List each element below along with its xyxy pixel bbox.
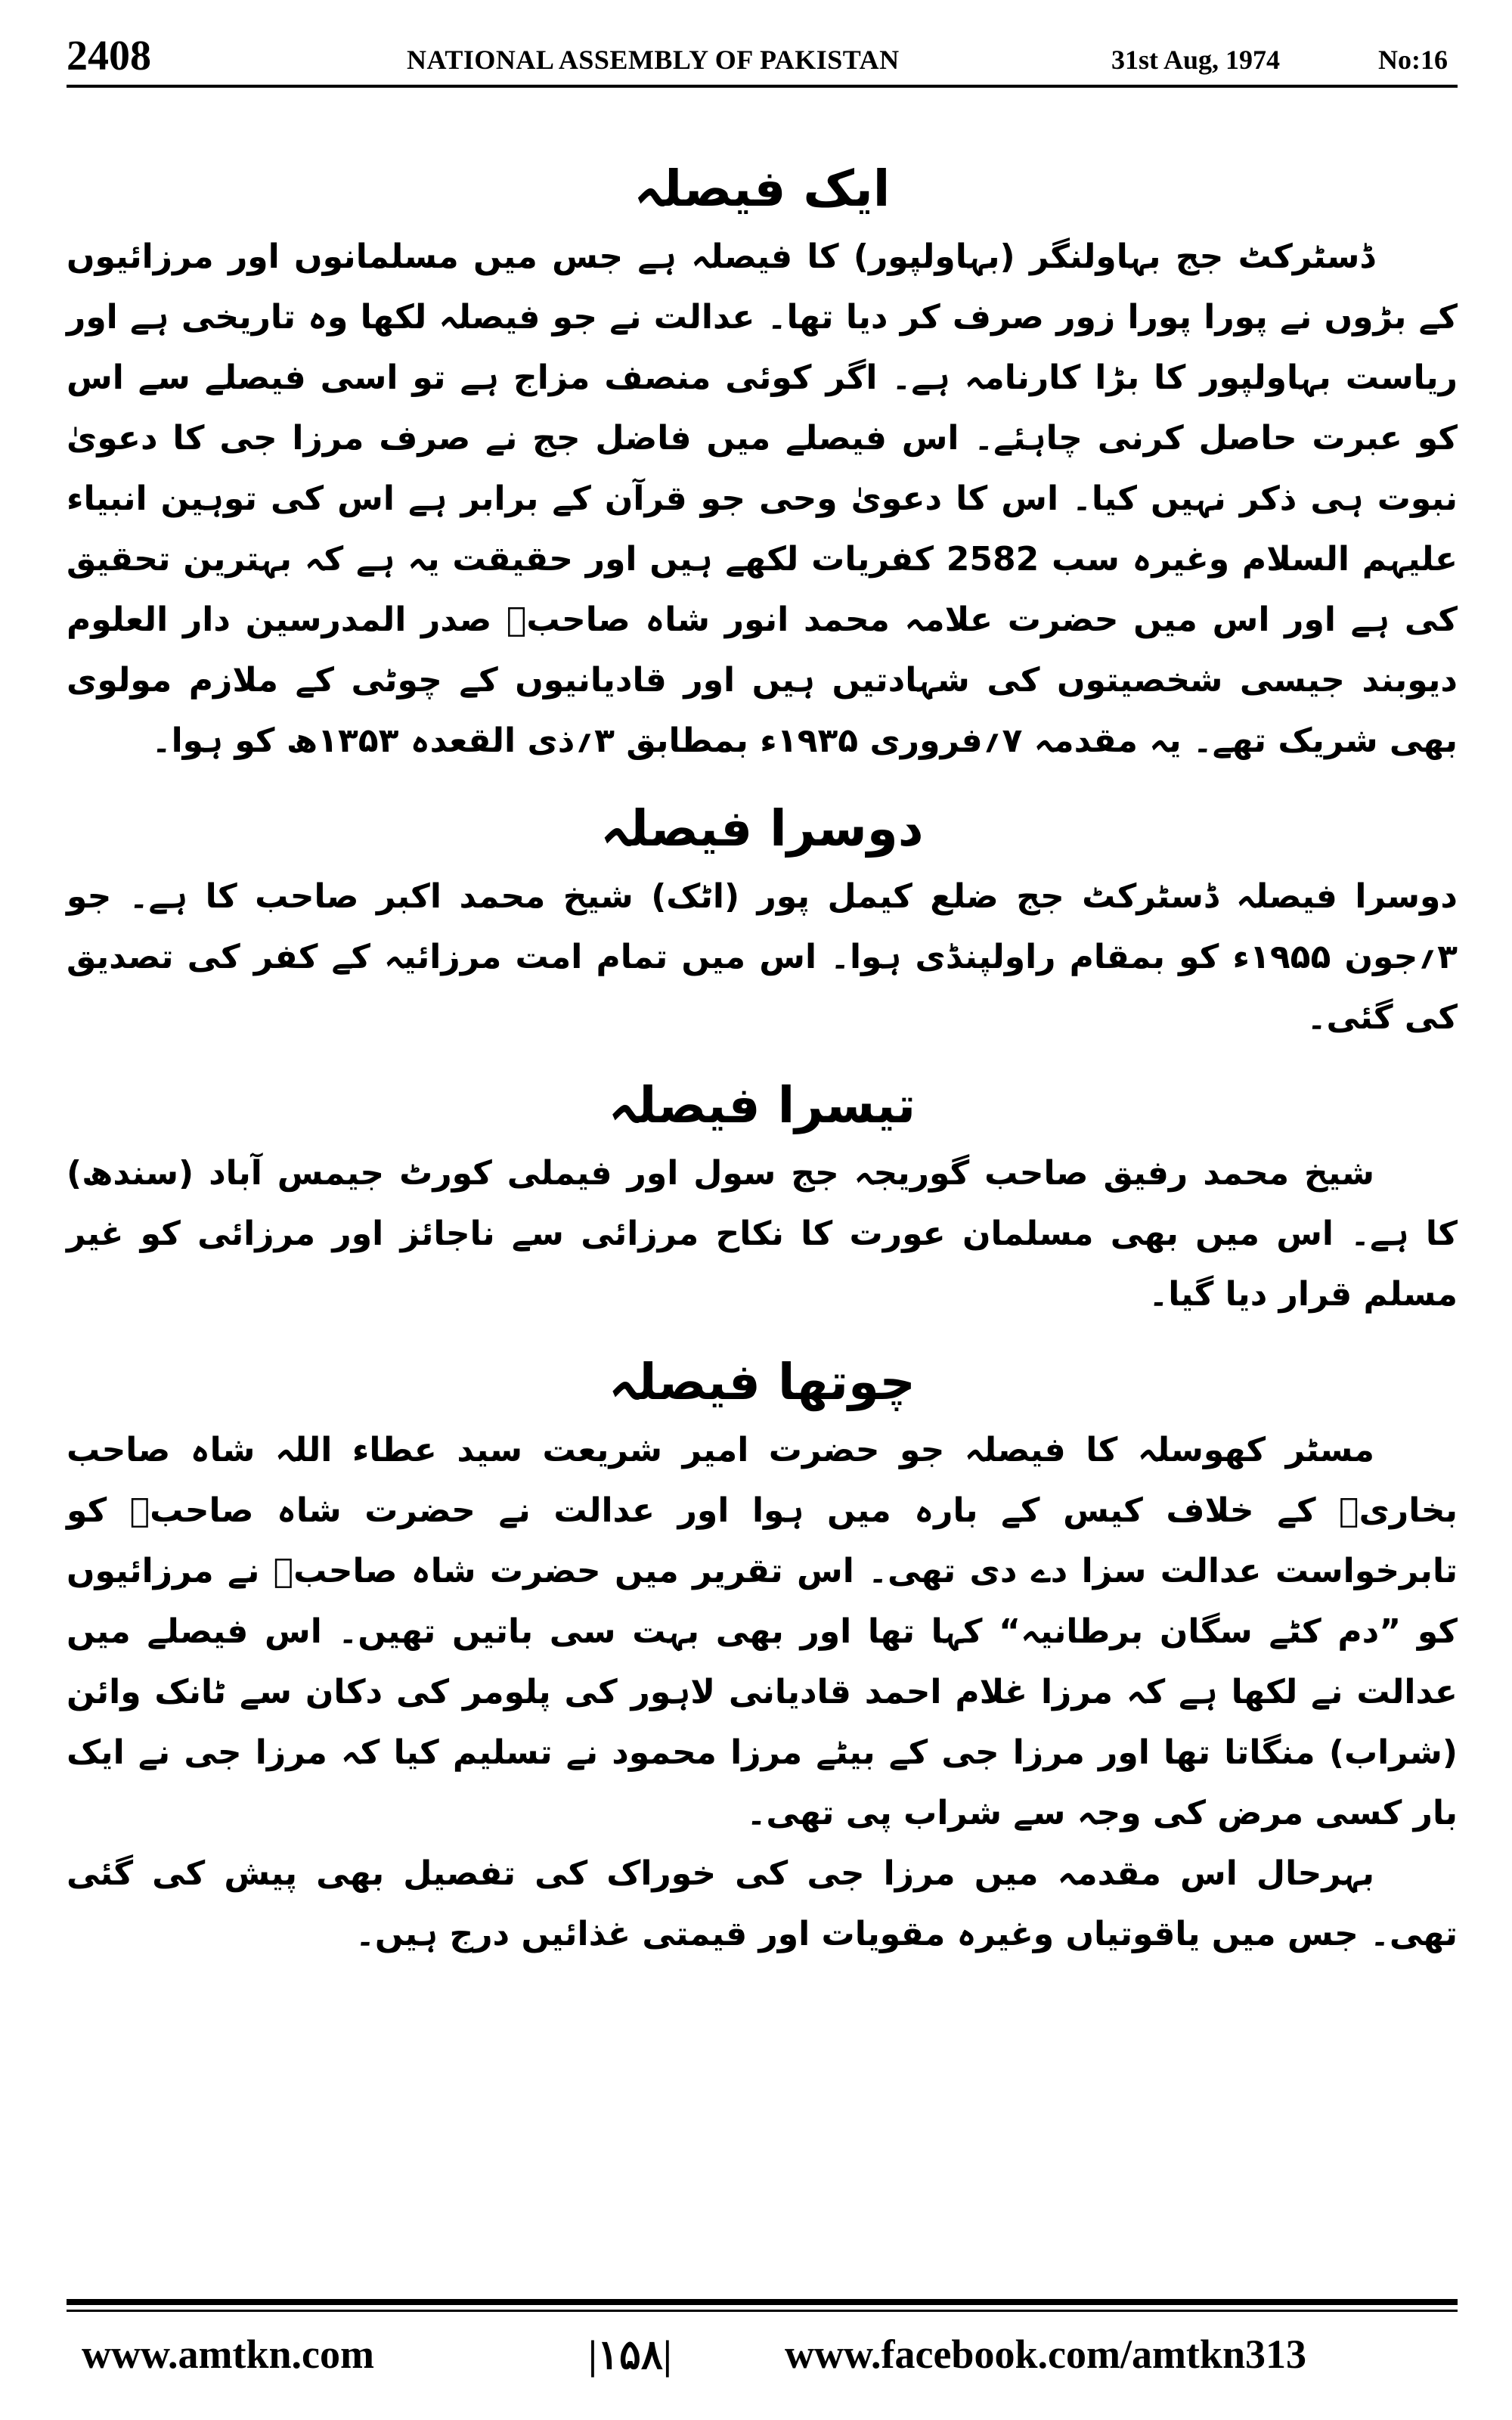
paragraph: دوسرا فیصلہ ڈسٹرکٹ جج ضلع کیمل پور (اٹک) شیخ محمد اکبر صاحب کا ہے۔ جو ۳؍جون ۱۹۵۵ء کو بمقام راولپنڈی ہوا۔ اس میں تمام امت مرزائیہ کے کفر کی تصدیق کی گئی۔ [67,877,1458,1037]
header-page-number: 2408 [67,33,151,79]
footer-page-number: |۱۵۸| [588,2332,672,2378]
footer-divider-thin [67,2310,1458,2312]
footer-facebook-link[interactable]: www.facebook.com/amtkn313 [785,2332,1306,2377]
paragraph: بہرحال اس مقدمہ میں مرزا جی کی خوراک کی تفصیل بھی پیش کی گئی تھی۔ جس میں یاقوتیاں وغیرہ مقویات اور قیمتی غذائیں درج ہیں۔ [67,1854,1458,1953]
page-footer [67,2331,1458,2391]
section-third-verdict [67,1068,1458,1325]
header-divider [67,85,1458,88]
paragraph: مسٹر کھوسلہ کا فیصلہ جو حضرت امیر شریعت سید عطاء اللہ شاہ صاحب بخاریؒ کے خلاف کیس کے بارہ میں ہوا اور عدالت نے حضرت شاہ صاحبؒ کو تابرخواست عدالت سزا دے دی تھی۔ اس تقریر میں حضرت شاہ صاحبؒ نے مرزائیوں کو ”دم کٹے سگان برطانیہ“ کہا تھا اور بھی بہت سی باتیں تھیں۔ اس فیصلے میں عدالت نے لکھا ہے کہ مرزا غلام احمد قادیانی لاہور کی پلومر کی دکان سے ٹانک وائن (شراب) منگاتا تھا اور مرزا جی کے بیٹے مرزا محمود نے تسلیم کیا کہ مرزا جی نے ایک بار کسی مرض کی وجہ سے شراب پی تھی۔ [67,1431,1458,1832]
section-first-verdict [67,151,1458,771]
header-assembly-title: NATIONAL ASSEMBLY OF PAKISTAN [407,45,900,75]
section-second-verdict [67,791,1458,1048]
document-body [67,151,1458,2238]
footer-website-link[interactable]: www.amtkn.com [82,2332,374,2377]
header-issue-number: No:16 [1378,45,1448,75]
paragraph: شیخ محمد رفیق صاحب گوریجہ جج سول اور فیملی کورٹ جیمس آباد (سندھ) کا ہے۔ اس میں بھی مسلمان عورت کا نکاح مرزائی سے ناجائز اور مرزائی کو غیر مسلم قرار دیا گیا۔ [67,1154,1458,1314]
section-heading: چوتھا فیصلہ [609,1353,916,1411]
section-heading: تیسرا فیصلہ [608,1076,916,1134]
page-header [67,29,1458,89]
section-heading: دوسرا فیصلہ [600,799,924,858]
section-heading: ایک فیصلہ [634,160,891,218]
header-date: 31st Aug, 1974 [1111,45,1281,75]
section-fourth-verdict [67,1345,1458,1965]
footer-divider-thick [67,2299,1458,2305]
paragraph: ڈسٹرکٹ جج بہاولنگر (بہاولپور) کا فیصلہ ہے جس میں مسلمانوں اور مرزائیوں کے بڑوں نے پورا پورا زور صرف کر دیا تھا۔ عدالت نے جو فیصلہ لکھا وہ تاریخی ہے اور ریاست بہاولپور کا بڑا کارنامہ ہے۔ اگر کوئی منصف مزاج ہے تو اسی فیصلے سے اس کو عبرت حاصل کرنی چاہئے۔ اس فیصلے میں فاضل جج نے صرف مرزا جی کا دعویٰ نبوت ہی ذکر نہیں کیا۔ اس کا دعویٰ وحی جو قرآن کے برابر ہے اس کی توہین انبیاء علیہم السلام وغیرہ سب 2582 کفریات لکھے ہیں اور حقیقت یہ ہے کہ بہترین تحقیق کی ہے اور اس میں حضرت علامہ محمد انور شاہ صاحبؒ صدر المدرسین دار العلوم دیوبند جیسی شخصیتوں کی شہادتیں ہیں اور قادیانیوں کے چوٹی کے ملازم مولوی بھی شریک تھے۔ یہ مقدمہ ۷؍فروری ۱۹۳۵ء بمطابق ۳؍ذی القعدہ ۱۳۵۳ھ کو ہوا۔ [67,237,1458,760]
